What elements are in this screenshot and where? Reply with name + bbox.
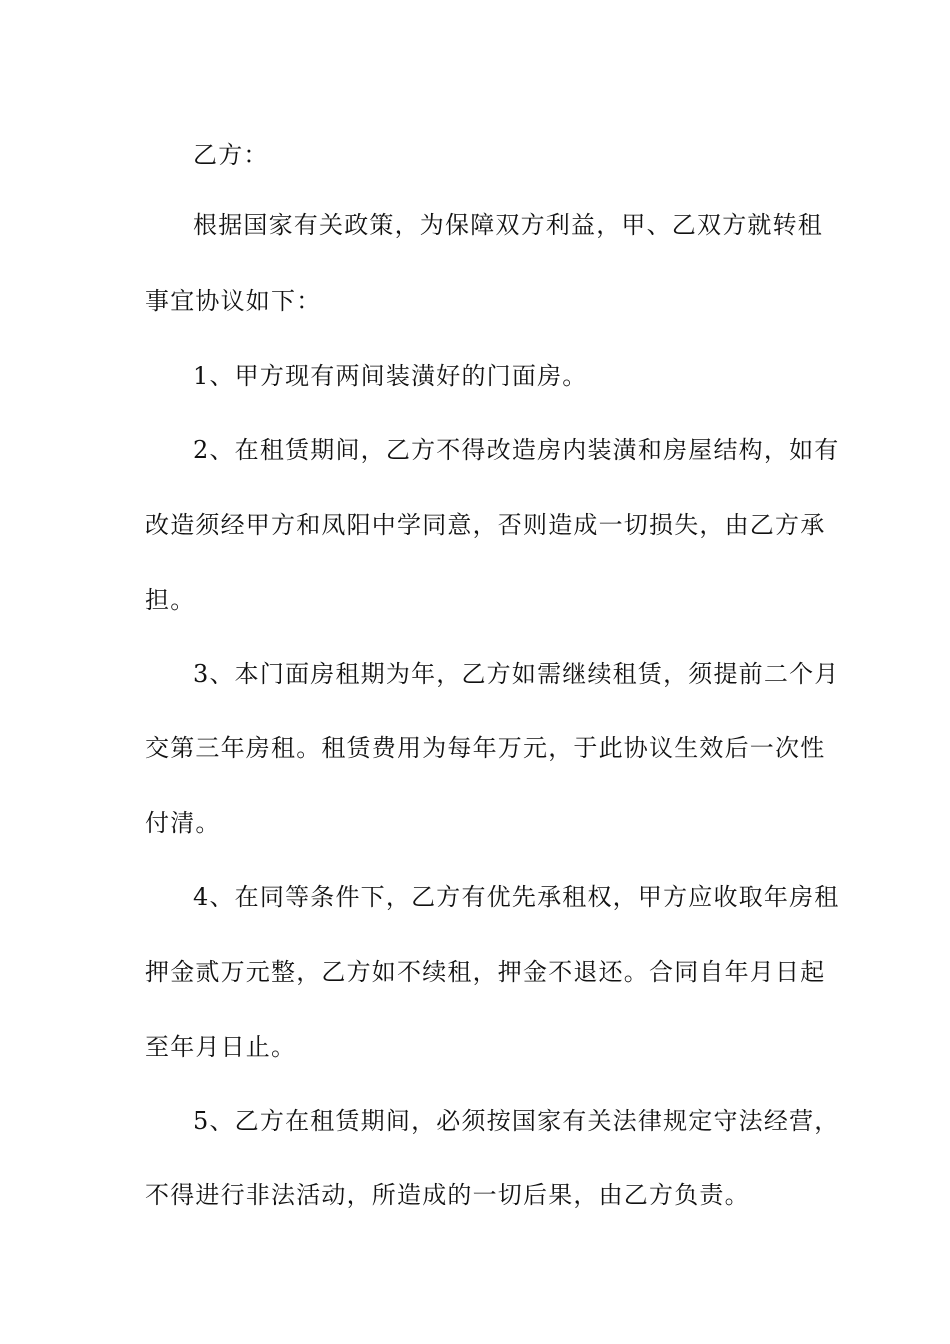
clause-4-line: 押金贰万元整，乙方如不续租，押金不退还。合同自年月日起: [145, 958, 826, 986]
clause-3-line: 交第三年房租。租赁费用为每年万元，于此协议生效后一次性: [145, 734, 826, 762]
clause-2-line: 担。: [145, 586, 196, 614]
clause-4-line: 4、在同等条件下，乙方有优先承租权，甲方应收取年房租: [193, 883, 840, 911]
clause-2-line: 改造须经甲方和凤阳中学同意，否则造成一切损失，由乙方承: [145, 511, 826, 539]
clause-2-line: 2、在租赁期间，乙方不得改造房内装潢和房屋结构，如有: [193, 436, 840, 464]
clause-5-line: 5、乙方在租赁期间，必须按国家有关法律规定守法经营，: [193, 1107, 840, 1135]
clause-4-line: 至年月日止。: [145, 1033, 297, 1061]
clause-3-line: 3、本门面房租期为年，乙方如需继续租赁，须提前二个月: [193, 660, 840, 688]
clause-5-line: 不得进行非法活动，所造成的一切后果，由乙方负责。: [145, 1181, 750, 1209]
party-b-label: 乙方：: [193, 141, 269, 169]
paragraph-line: 根据国家有关政策，为保障双方利益，甲、乙双方就转租: [193, 211, 823, 239]
clause-1-line: 1、甲方现有两间装潢好的门面房。: [193, 362, 588, 390]
clause-3-line: 付清。: [145, 809, 221, 837]
paragraph-line: 事宜协议如下：: [145, 287, 322, 315]
